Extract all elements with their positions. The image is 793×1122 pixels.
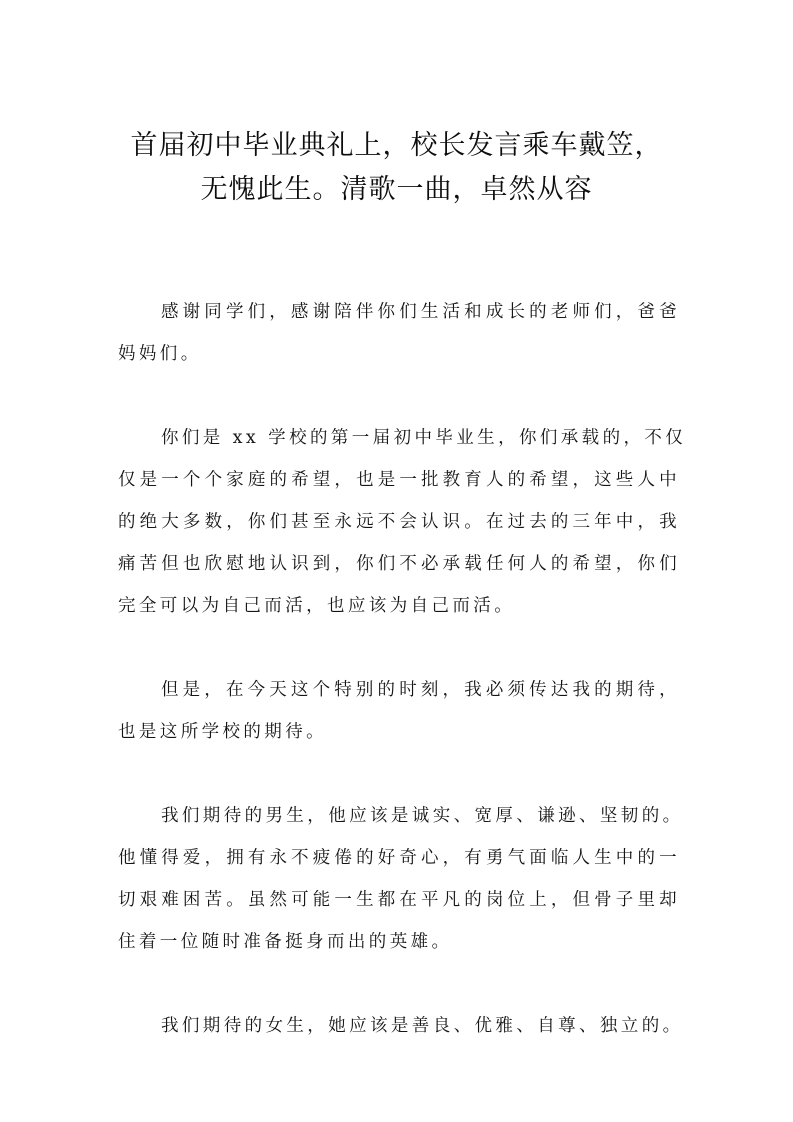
- text-line: 切艰难困苦。虽然可能一生都在平凡的岗位上，但骨子里却: [118, 890, 680, 910]
- text-line: 也是这所学校的期待。: [118, 722, 327, 742]
- paragraph-expectation-intro: [118, 669, 680, 753]
- text-line: 痛苦但也欣慰地认识到，你们不必承载任何人的希望，你们: [118, 554, 680, 574]
- title-line-2: 无愧此生。清歌一曲，卓然从容: [200, 174, 593, 205]
- text-line: 妈妈们。: [118, 344, 202, 364]
- document-body: [118, 291, 687, 1089]
- text-line: 但是，在今天这个特别的时刻，我必须传达我的期待，: [161, 680, 680, 700]
- paragraph-thanks: [118, 291, 680, 375]
- text-line: 我们期待的男生，他应该是诚实、宽厚、谦逊、坚韧的。: [161, 806, 684, 826]
- title-line-1: 首届初中毕业典礼上，校长发言乘车戴笠，: [130, 130, 663, 161]
- document-title: [100, 124, 693, 212]
- text-line: 住着一位随时准备挺身而出的英雄。: [118, 932, 453, 952]
- paragraph-boys-expectation: [118, 795, 684, 963]
- text-line: 完全可以为自己而活，也应该为自己而活。: [118, 596, 516, 616]
- text-line: 的绝大多数，你们甚至永远不会认识。在过去的三年中，我: [118, 512, 680, 532]
- text-line: 他懂得爱，拥有永不疲倦的好奇心，有勇气面临人生中的一: [118, 848, 680, 868]
- paragraph-first-graduates: [118, 417, 687, 627]
- text-line: 感谢同学们，感谢陪伴你们生活和成长的老师们，爸爸: [161, 302, 680, 322]
- text-line: 我们期待的女生，她应该是善良、优雅、自尊、独立的。: [161, 1016, 684, 1036]
- paragraph-girls-expectation: [118, 1005, 684, 1047]
- text-line: 仅是一个个家庭的希望，也是一批教育人的希望，这些人中: [118, 470, 680, 490]
- text-line: 你们是 xx 学校的第一届初中毕业生，你们承载的，不仅: [161, 428, 687, 448]
